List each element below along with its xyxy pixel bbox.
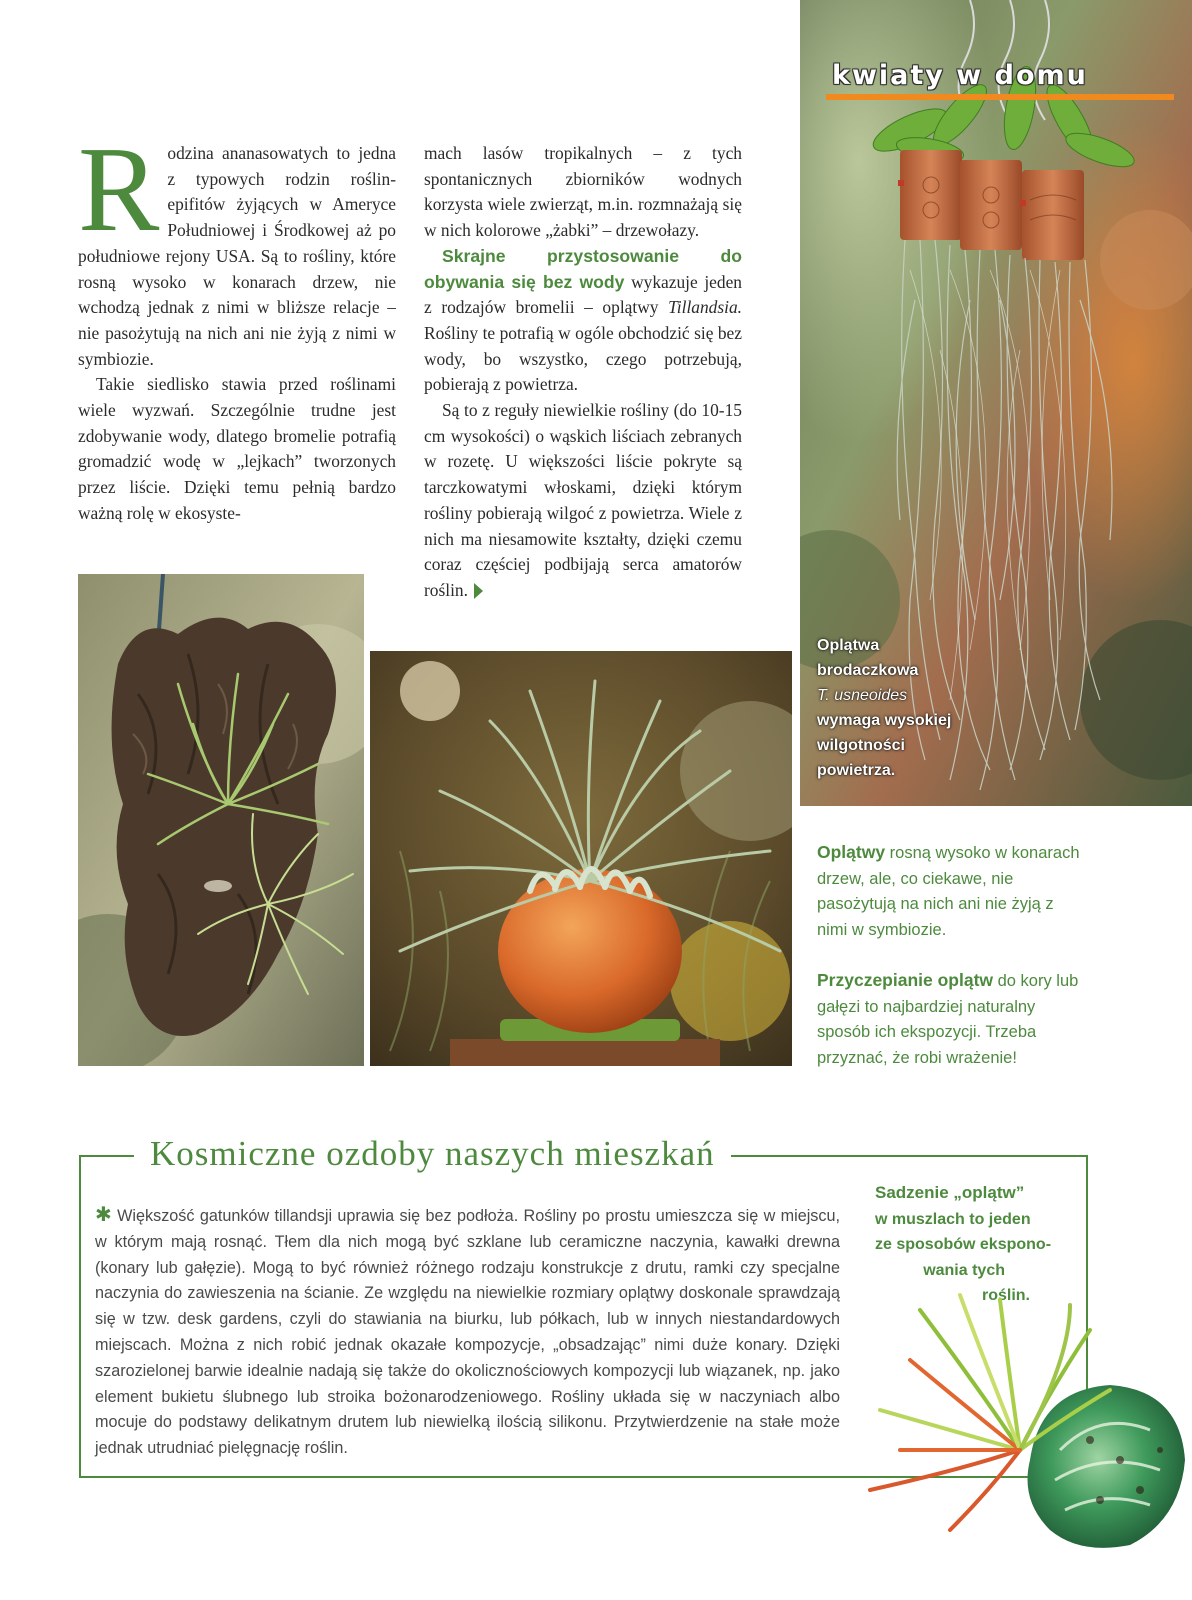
caption-lead: Oplątwy [817,842,886,862]
caption-line: ze sposobów ekspono- [875,1236,1052,1253]
caption-line: roślin. [981,1287,1030,1304]
article-column-1 [78,122,396,527]
text-run: wykazuje jeden z rodzajów bromelii – oplątwy [424,271,742,318]
caption-line: Oplątwa [817,637,880,654]
side-caption-1 [817,840,1087,943]
paragraph: mach lasów tropikalnych – z tych spontanicznych zbiorników wodnych korzysta wiele zwierząt, m.in. rozmnażają się w nich kolorowe „żabki” – drzewołazy. [424,143,742,241]
side-caption-2 [817,968,1087,1071]
caption-species: T. usneoides [817,687,908,704]
drop-cap: R [78,122,160,257]
caption-text: do kory lub gałęzi to najbardziej naturalny sposób ich ekspozycji. Trzeba przyznać, że robi wrażenie! [817,972,1079,1067]
photo-tillandsia-in-shell [860,1290,1192,1560]
caption-line: powietrza. [817,762,896,779]
paragraph [424,398,742,604]
paragraph: odzina ananasowatych to jedna z typowych rodzin roślin-epifitów żyjących w Ameryce Południowej i Środkowej aż po południowe rejony USA. Są to rośliny, które rosną wysoko w konarach drzew, nie wchodzą jednak z nimi w bliższe relacje – nie pasożytują na nich ani nie żyją z nimi w symbiozie. [78,143,396,369]
caption-paragraph [817,840,1087,943]
text-run: Rośliny te potrafią w ogóle obchodzić się bez wody, bo wszystko, czego potrzebują, pobierają z powietrza. [424,322,742,395]
caption-line: brodaczkowa [817,662,919,679]
caption-lead [875,1180,1055,1207]
caption-lead-text: Sadzenie „oplątw” [875,1183,1025,1202]
continue-arrow-icon [474,583,483,599]
italic-genus: Tillandsia. [668,297,742,318]
article-column-2 [424,141,742,604]
caption-lead: Przyczepianie oplątw [817,970,994,990]
box-paragraph: Większość gatunków tillandsji uprawia się bez podłoża. Rośliny po prostu umieszcza się w miejscu, w którym mają rosnąć. Tłem dla nich mogą być szklane lub ceramiczne naczynia, kawałki drewna (konary lub gałęzie). Mogą to być również różnego rodzaju konstrukcje z drutu, ramki czy specjalne naczynia do zawieszenia na ścianie. Ze względu na niewielkie rozmiary oplątwy doskonale sprawdzają się w tzw. desk gardens, czyli do stawiania na biurku, lub półkach, lub w innych niestandardowych miejscach. Można z nich robić jednak okazałe kompozycje, „obsadzając” nimi duże konary. Dzięki szarozielonej barwie idealnie nadają się także do okolicznościowych kompozycji lub wiązanek, np. jako element bukietu ślubnego lub stroika bożonarodzeniowego. Rośliny układa się w naczyniach albo mocuje do podstawy delikatnym drutem lub niewielką ilością silikonu. Przytwierdzenie na stałe może jednak utrudniać pielęgnację roślin. [95,1207,840,1458]
section-title: kwiaty w domu [832,60,1088,91]
header-orange-bar [826,94,1174,100]
info-box-title: Kosmiczne ozdoby naszych mieszkań [134,1131,731,1177]
info-box-text [95,1203,840,1462]
paragraph [424,244,742,398]
caption-text: rosną wysoko w konarach drzew, ale, co ciekawe, nie pasożytują na nich ani nie żyją z nimi w symbiozie. [817,844,1080,939]
photo-tillandsia-in-orange-pot [370,651,792,1066]
paragraph: Takie siedlisko stawia przed roślinami wiele wyzwań. Szczególnie trudne jest zdobywanie wody, dlatego bromelie potrafią gromadzić wodę w „lejkach” tworzonych przez liście. Dzięki temu pełnią bardzo ważną rolę w ekosyste- [78,374,396,523]
photo-tillandsia-on-bark [78,574,364,1066]
caption-line: w muszlach to jeden [875,1210,1031,1228]
asterisk-icon: ✱ [95,1204,112,1226]
caption-line: wymaga wysokiej [817,712,952,729]
caption-line: wilgotności [817,737,905,754]
lead-highlight: Skrajne przystosowanie do obywania się bez wody [424,245,742,292]
text-run: Są to z reguły niewielkie rośliny (do 10-15 cm wysokości) o wąskich liściach zebranych w rozetę. U większości liście pokryte są tarczkowatymi włoskami, dzięki którym rośliny pobierają wilgoć z powietrza. Wiele z nich ma niesamowite kształty, dzięki czemu coraz częściej podbijają serca amatorów roślin. [424,400,742,600]
caption-line: wania tych [923,1261,1005,1279]
caption-paragraph [817,968,1087,1071]
photo-caption-usneoides [817,633,977,783]
section-header [826,56,1174,116]
